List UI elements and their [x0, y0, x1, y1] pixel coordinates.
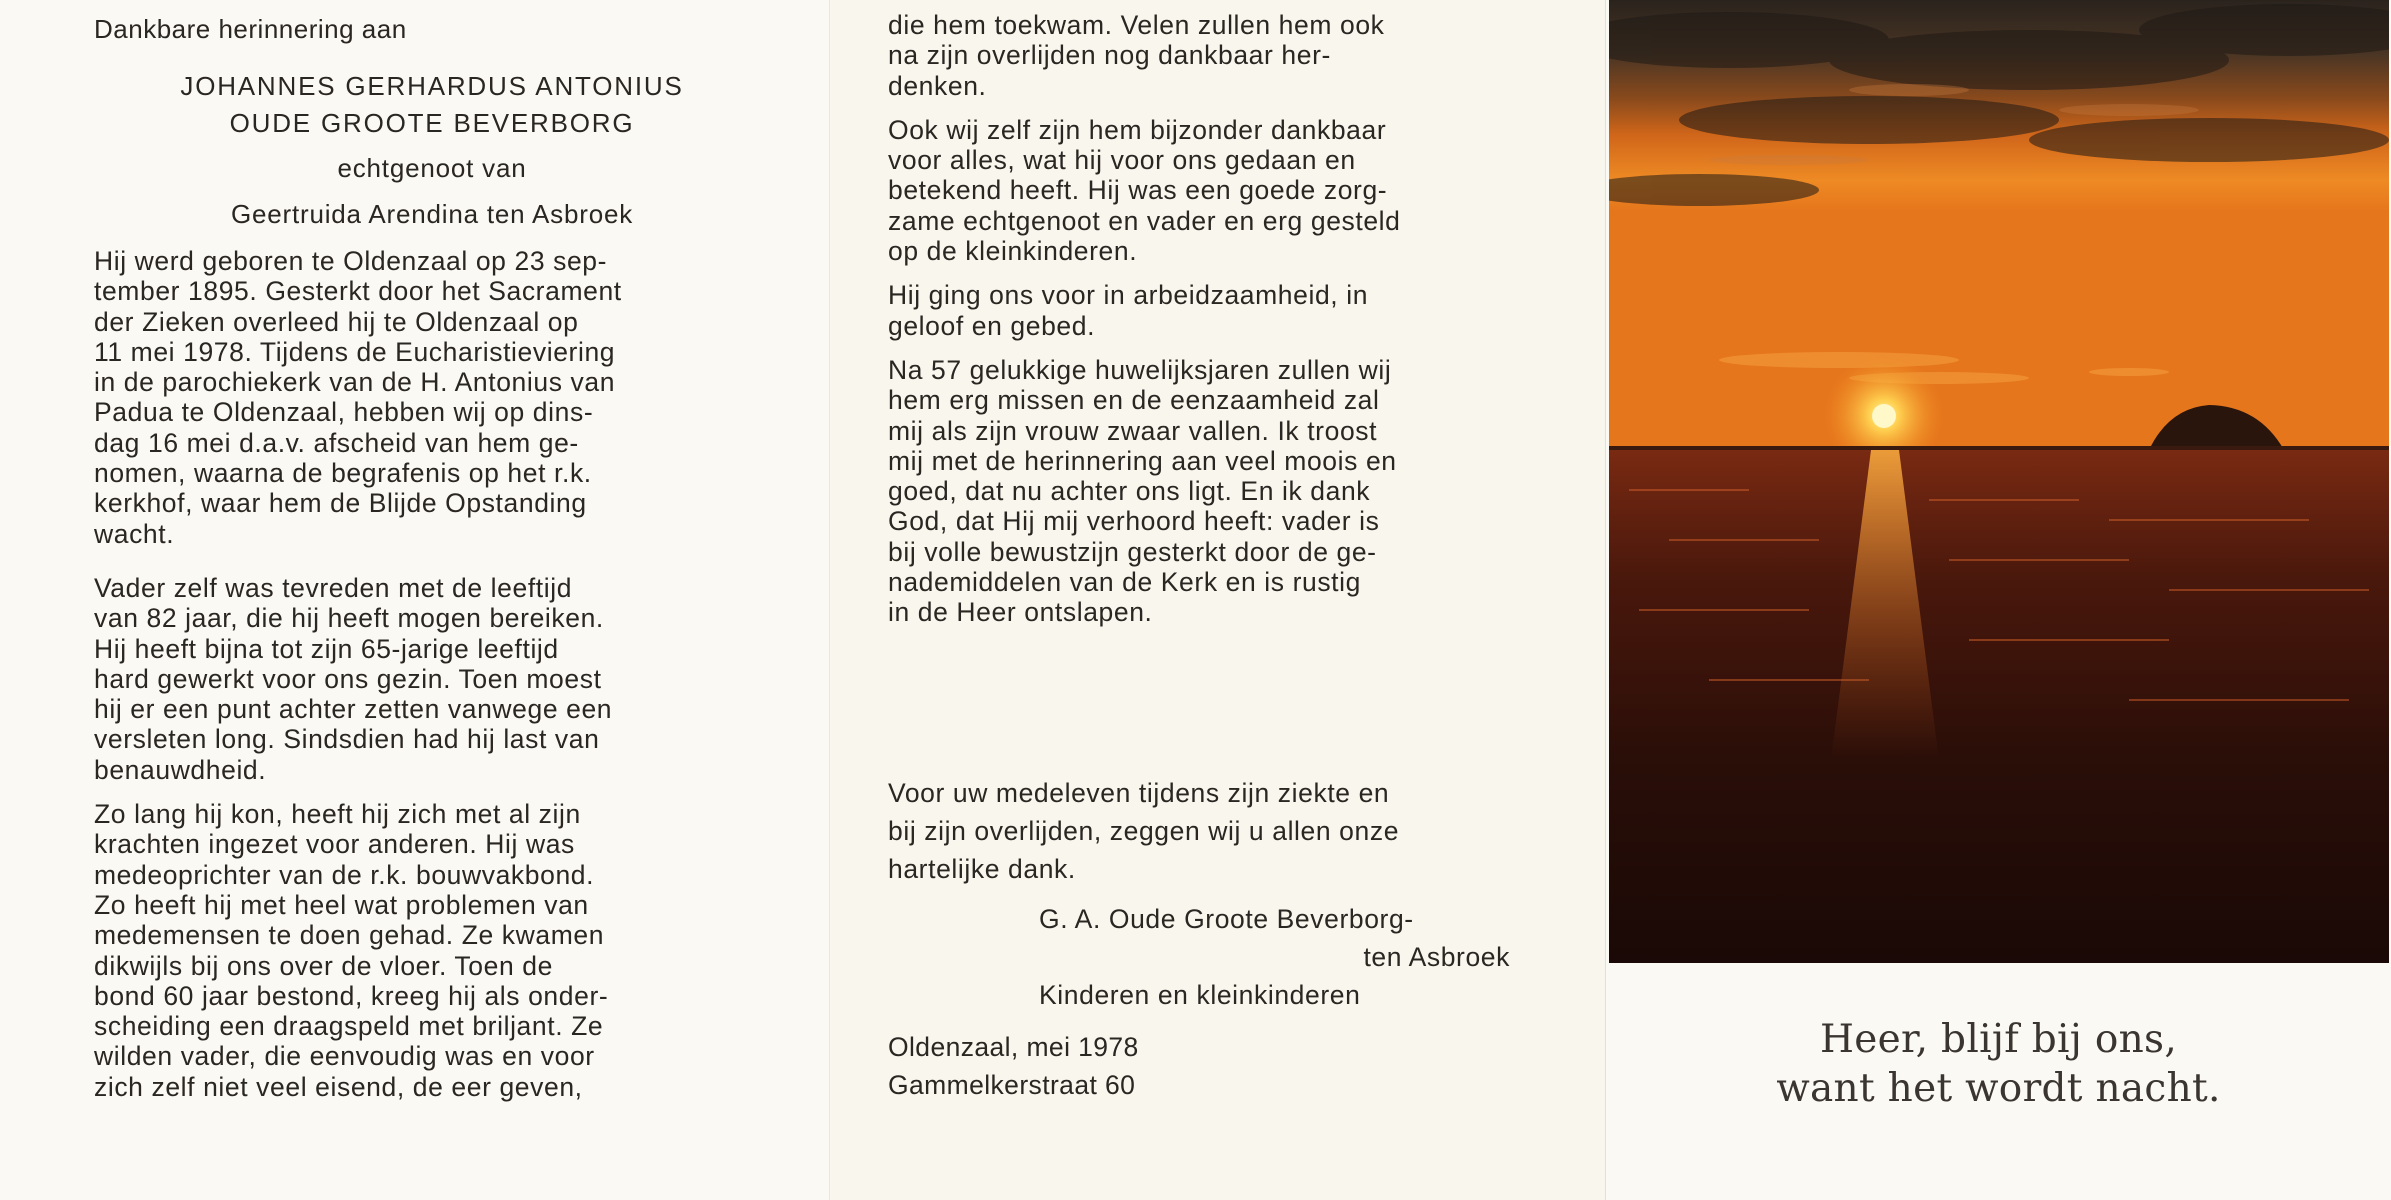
tribute-paragraph-4: Na 57 gelukkige huwelijksjaren zullen wij hem erg missen en de eenzaamheid zal mij als zijn vrouw zwaar vallen. Ik troost mij met de herinnering aan veel moois en goed, dat nu achter ons ligt. En ik dank God, dat Hij mij verhoord heeft: vader is bij volle bewustzijn gesterkt door de ge- nademiddelen van de Kerk en is rustig in de Heer ontslapen.: [888, 354, 1397, 628]
verse-line-2: want het wordt nacht.: [1776, 1066, 2221, 1111]
signature-line-2: ten Asbroek: [1363, 941, 1510, 972]
biography-paragraph-3: Zo lang hij kon, heeft hij zich met al zijn krachten ingezet voor anderen. Hij was medeoprichter van de r.k. bouwvakbond. Zo heeft hij met heel wat problemen van medemensen te doen gehad. Ze kwamen dikwijls bij ons over de vloer. Toen de bond 60 jaar bestond, kreeg hij als onder- scheiding een draagspeld met briljant. Ze wilden vader, die eenvoudig was en voor zich zelf niet veel eisend, de eer geven,: [94, 799, 609, 1102]
deceased-name-line2: OUDE GROOTE BEVERBORG: [229, 108, 635, 138]
biography-paragraph-1: Hij werd geboren te Oldenzaal op 23 sep- tember 1895. Gesterkt door het Sacrament der Zieken overleed hij te Oldenzaal op 11 mei 1978. Tijdens de Eucharistieviering in de parochiekerk van de H. Antonius van Padua te Oldenzaal, hebben wij op dins- dag 16 mei d.a.v. afscheid van hem ge- nomen, waarna de begrafenis op het r.k. kerkhof, waar hem de Blijde Opstanding wacht.: [94, 246, 622, 549]
tribute-paragraph-2: Ook wij zelf zijn hem bijzonder dankbaar voor alles, wat hij voor ons gedaan en betekend heeft. Hij was een goede zorg- zame echtgenoot en vader en erg gesteld op de kleinkinderen.: [888, 114, 1401, 267]
verse-line-1: Heer, blijf bij ons,: [1819, 1017, 2178, 1062]
place-date: Oldenzaal, mei 1978: [888, 1031, 1139, 1062]
tribute-paragraph-1: die hem toekwam. Velen zullen hem ook na zijn overlijden nog dankbaar her- denken.: [888, 10, 1385, 101]
card-middle-panel: [830, 0, 1605, 1200]
thanks-text: Voor uw medeleven tijdens zijn ziekte en bij zijn overlijden, zeggen wij u allen onze hartelijke dank.: [888, 777, 1400, 884]
signature-line-1: G. A. Oude Groote Beverborg-: [1039, 903, 1414, 934]
signature-line-3: Kinderen en kleinkinderen: [1039, 979, 1361, 1010]
address: Gammelkerstraat 60: [888, 1069, 1136, 1100]
relation-text: echtgenoot van: [337, 153, 527, 183]
card-left-panel: [0, 0, 830, 1200]
biography-paragraph-2: Vader zelf was tevreden met de leeftijd van 82 jaar, die hij heeft mogen bereiken. Hij heeft bijna tot zijn 65-jarige leeftijd hard gewerkt voor ons gezin. Toen moest hij er een punt achter zetten vanwege een versleten long. Sindsdien had hij last van benauwdheid.: [94, 572, 613, 785]
tribute-paragraph-3: Hij ging ons voor in arbeidzaamheid, in geloof en gebed.: [888, 280, 1369, 341]
spouse-name: Geertruida Arendina ten Asbroek: [230, 199, 634, 229]
deceased-name-line1: JOHANNES GERHARDUS ANTONIUS: [180, 71, 684, 101]
remembrance-heading: Dankbare herinnering aan: [94, 14, 407, 44]
sunset-sea-photo: [1609, 0, 2389, 963]
card-right-panel: [1605, 0, 2391, 1200]
